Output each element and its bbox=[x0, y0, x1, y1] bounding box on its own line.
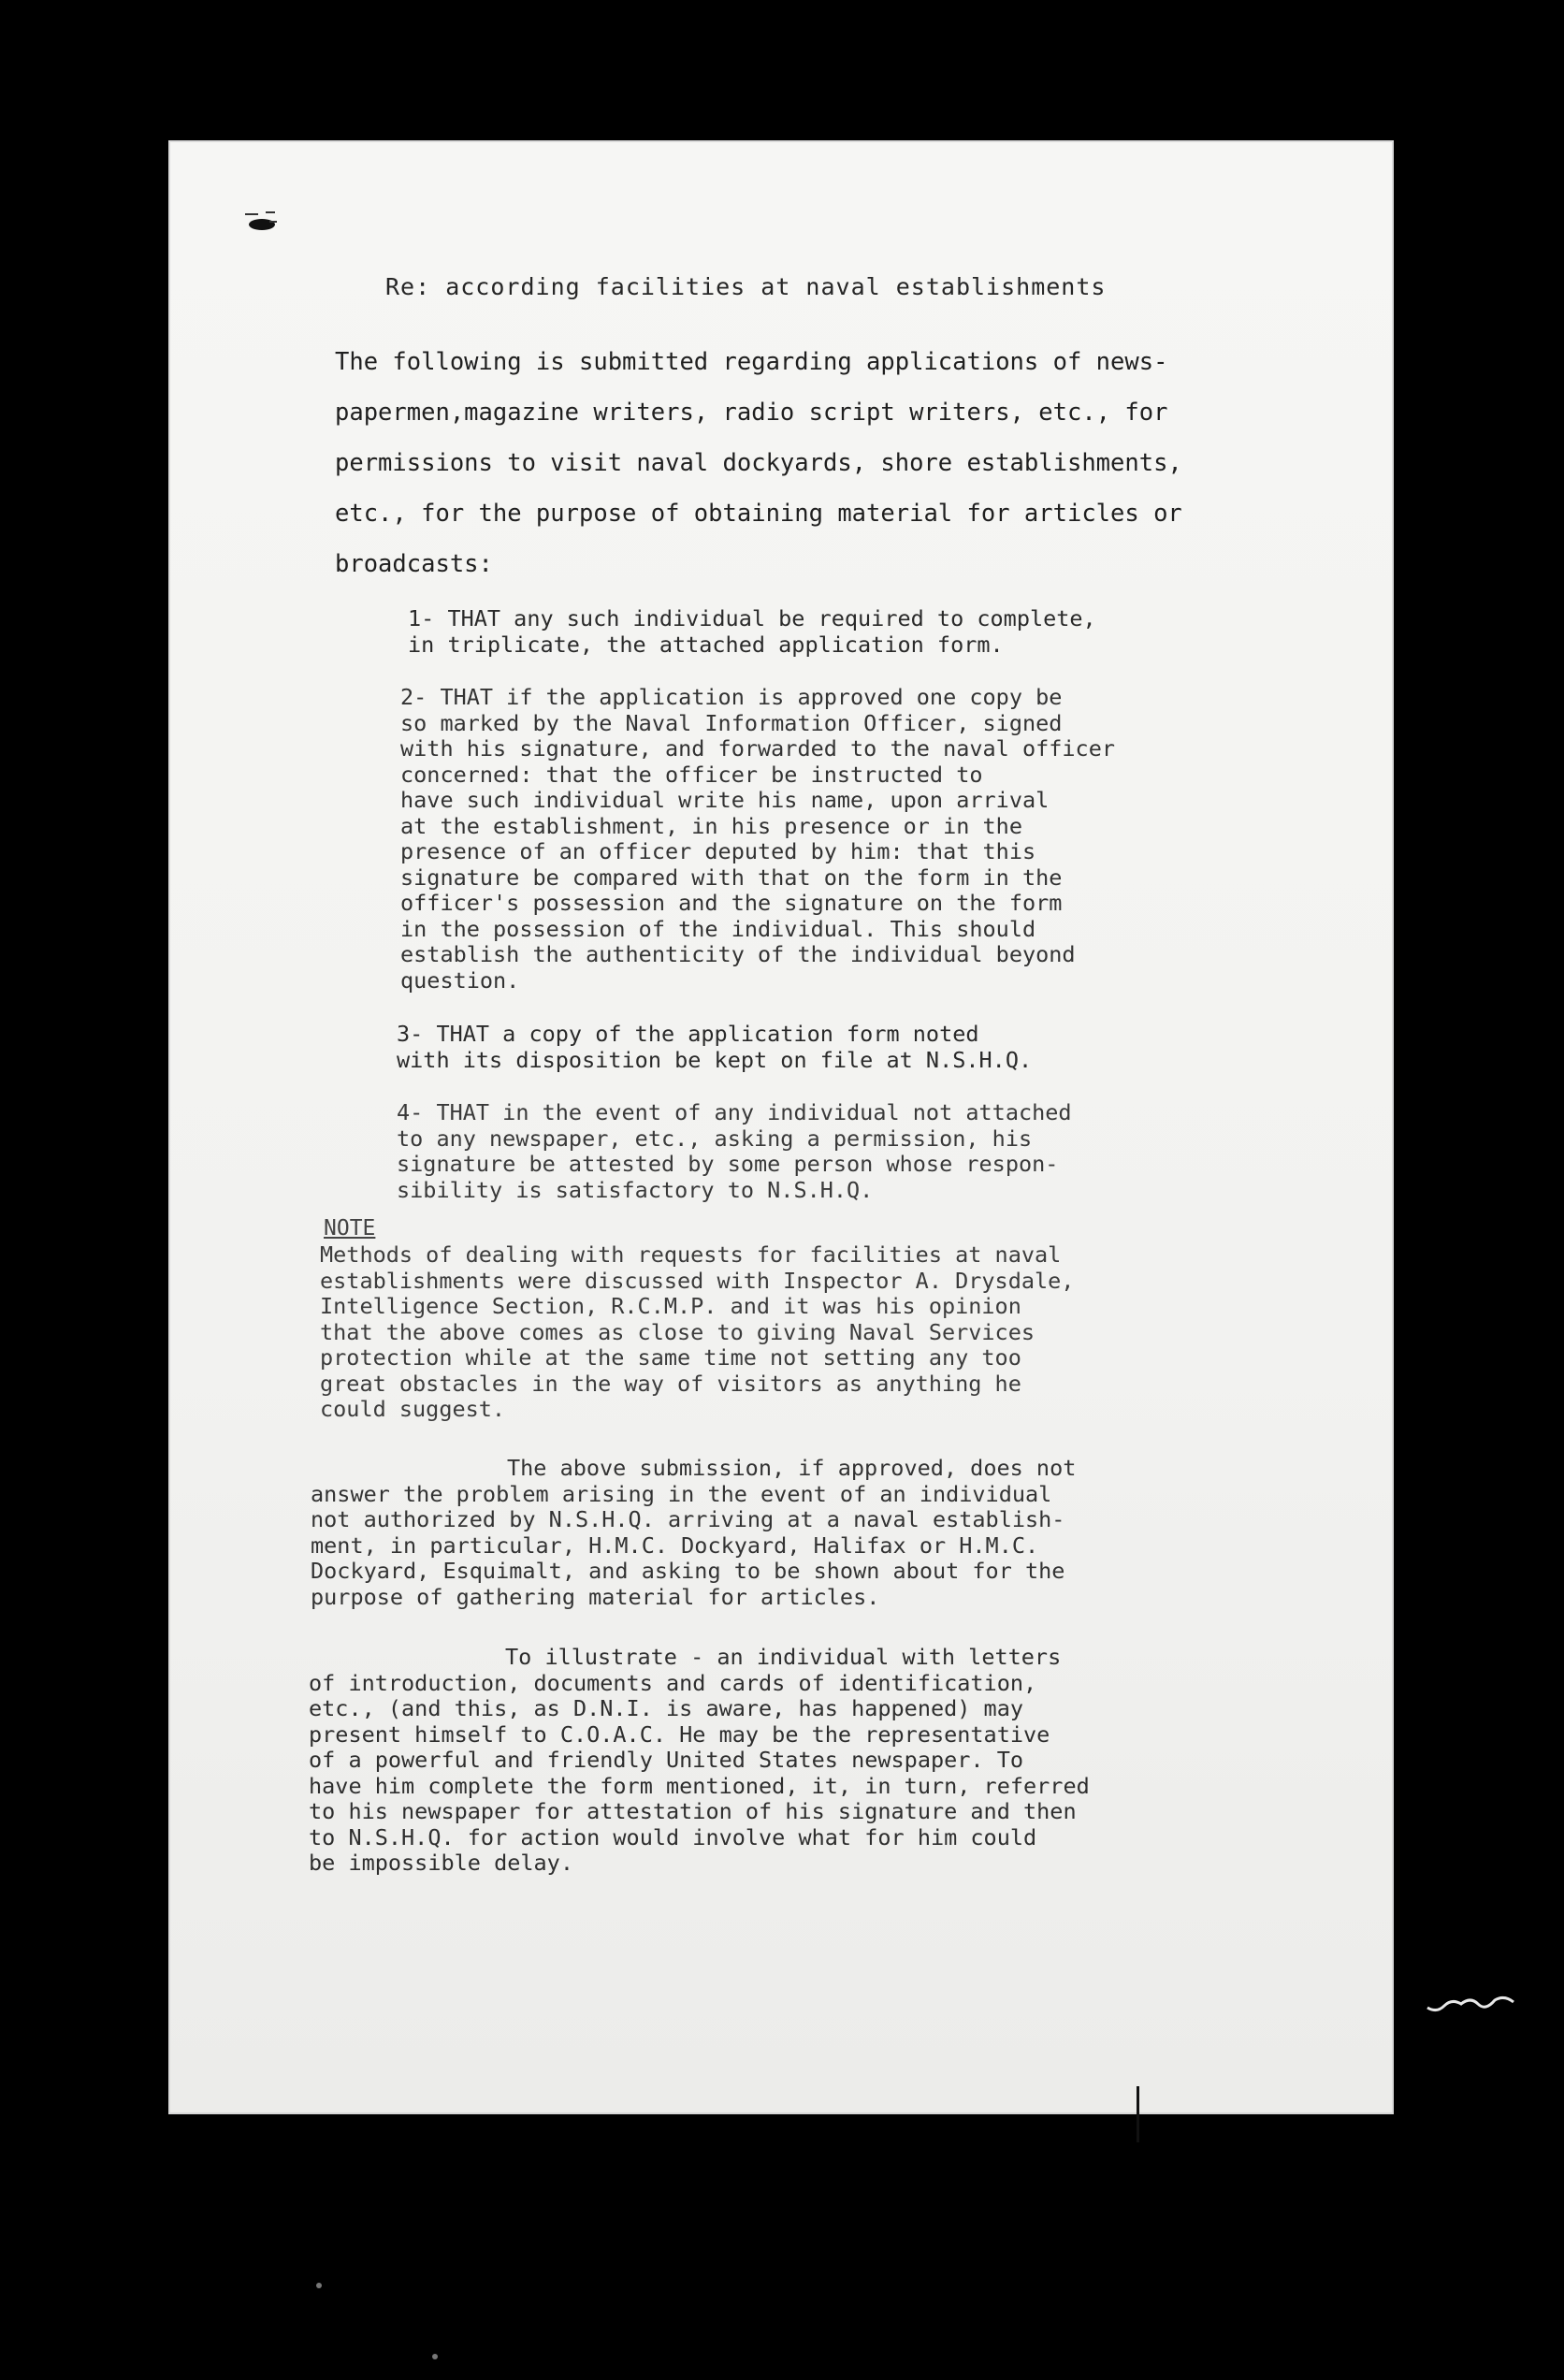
note-line: great obstacles in the way of visitors as anything he bbox=[320, 1370, 1021, 1397]
illustration-line: To illustrate - an individual with letters bbox=[505, 1644, 1062, 1670]
note-line: Methods of dealing with requests for facilities at naval bbox=[320, 1241, 1062, 1268]
item-line: in the possession of the individual. This should bbox=[400, 915, 1036, 942]
item-3 bbox=[397, 1022, 1032, 1073]
illustration-line: etc., (and this, as D.N.I. is aware, has happened) may bbox=[309, 1695, 1024, 1721]
note-label: NOTE bbox=[324, 1216, 376, 1241]
item-line: presence of an officer deputed by him: that this bbox=[400, 838, 1036, 864]
intro-line: The following is submitted regarding applications of news- bbox=[335, 348, 1168, 376]
intro-line: broadcasts: bbox=[335, 550, 493, 578]
item-line: signature be compared with that on the form in the bbox=[400, 863, 1063, 891]
item-line: in triplicate, the attached application form. bbox=[408, 631, 1004, 658]
intro-line: etc., for the purpose of obtaining material for articles or bbox=[335, 500, 1182, 528]
scrawl-mark-icon bbox=[1424, 1985, 1517, 2023]
submission-line: not authorized by N.S.H.Q. arriving at a naval establish- bbox=[311, 1506, 1065, 1532]
item-line: officer's possession and the signature on the form bbox=[400, 890, 1063, 916]
submission-line: Dockyard, Esquimalt, and asking to be shown about for the bbox=[311, 1558, 1065, 1584]
note-line: that the above comes as close to giving Naval Services bbox=[320, 1318, 1035, 1345]
illustration-line: be impossible delay. bbox=[309, 1850, 573, 1876]
item-line: 2- THAT if the application is approved one copy be bbox=[400, 684, 1063, 710]
item-line: concerned: that the officer be instructed to bbox=[400, 761, 983, 788]
item-2 bbox=[400, 685, 1115, 994]
item-line: to any newspaper, etc., asking a permission, his bbox=[397, 1125, 1033, 1152]
note-line: establishments were discussed with Inspector A. Drysdale, bbox=[320, 1267, 1075, 1294]
illustration-line: to N.S.H.Q. for action would involve what for him could bbox=[309, 1823, 1037, 1850]
note-line: protection while at the same time not setting any too bbox=[320, 1344, 1021, 1371]
illustration-line: to his newspaper for attestation of his signature and then bbox=[309, 1798, 1077, 1824]
illustration-line: of a powerful and friendly United States newspaper. To bbox=[309, 1747, 1024, 1773]
item-4 bbox=[397, 1100, 1072, 1203]
submission-line: purpose of gathering material for articles. bbox=[311, 1583, 880, 1610]
edge-stroke-mark bbox=[1137, 2086, 1139, 2142]
ink-mark-icon bbox=[243, 211, 277, 232]
item-line: sibility is satisfactory to N.S.H.Q. bbox=[397, 1176, 874, 1203]
item-line: 1- THAT any such individual be required to complete, bbox=[408, 605, 1096, 631]
submission-line: answer the problem arising in the event of an individual bbox=[311, 1480, 1052, 1507]
speck-mark bbox=[432, 2354, 438, 2359]
item-line: with its disposition be kept on file at N.S.H.Q. bbox=[397, 1046, 1033, 1073]
illustration-line: have him complete the form mentioned, it, in turn, referred bbox=[309, 1772, 1090, 1799]
item-line: 3- THAT a copy of the application form noted bbox=[397, 1021, 979, 1047]
illustration-paragraph bbox=[309, 1645, 1090, 1877]
note-line: Intelligence Section, R.C.M.P. and it was his opinion bbox=[320, 1293, 1021, 1319]
illustration-line: present himself to C.O.A.C. He may be the representative bbox=[309, 1720, 1050, 1748]
item-line: establish the authenticity of the individual beyond bbox=[400, 941, 1076, 967]
item-line: 4- THAT in the event of any individual not attached bbox=[397, 1099, 1072, 1125]
note-paragraph bbox=[320, 1242, 1074, 1423]
intro-paragraph bbox=[335, 337, 1270, 589]
illustration-line: of introduction, documents and cards of identification, bbox=[309, 1669, 1037, 1696]
item-line: at the establishment, in his presence or in the bbox=[400, 812, 1022, 839]
item-line: with his signature, and forwarded to the naval officer bbox=[400, 735, 1116, 762]
speck-mark bbox=[316, 2283, 322, 2288]
item-1 bbox=[408, 606, 1096, 658]
item-line: signature be attested by some person whose respon- bbox=[397, 1151, 1059, 1177]
item-line: question. bbox=[400, 966, 520, 994]
submission-line: ment, in particular, H.M.C. Dockyard, Halifax or H.M.C. bbox=[311, 1531, 1039, 1559]
intro-line: papermen,magazine writers, radio script writers, etc., for bbox=[335, 399, 1168, 427]
submission-line: The above submission, if approved, does not bbox=[507, 1455, 1077, 1481]
document-page bbox=[168, 140, 1394, 2114]
item-line: so marked by the Naval Information Officer, signed bbox=[400, 709, 1063, 736]
document-heading: Re: according facilities at naval establishments bbox=[385, 273, 1107, 300]
submission-paragraph bbox=[311, 1456, 1076, 1610]
item-line: have such individual write his name, upon arrival bbox=[400, 787, 1050, 813]
intro-line: permissions to visit naval dockyards, shore establishments, bbox=[335, 449, 1182, 477]
note-line: could suggest. bbox=[320, 1396, 506, 1422]
